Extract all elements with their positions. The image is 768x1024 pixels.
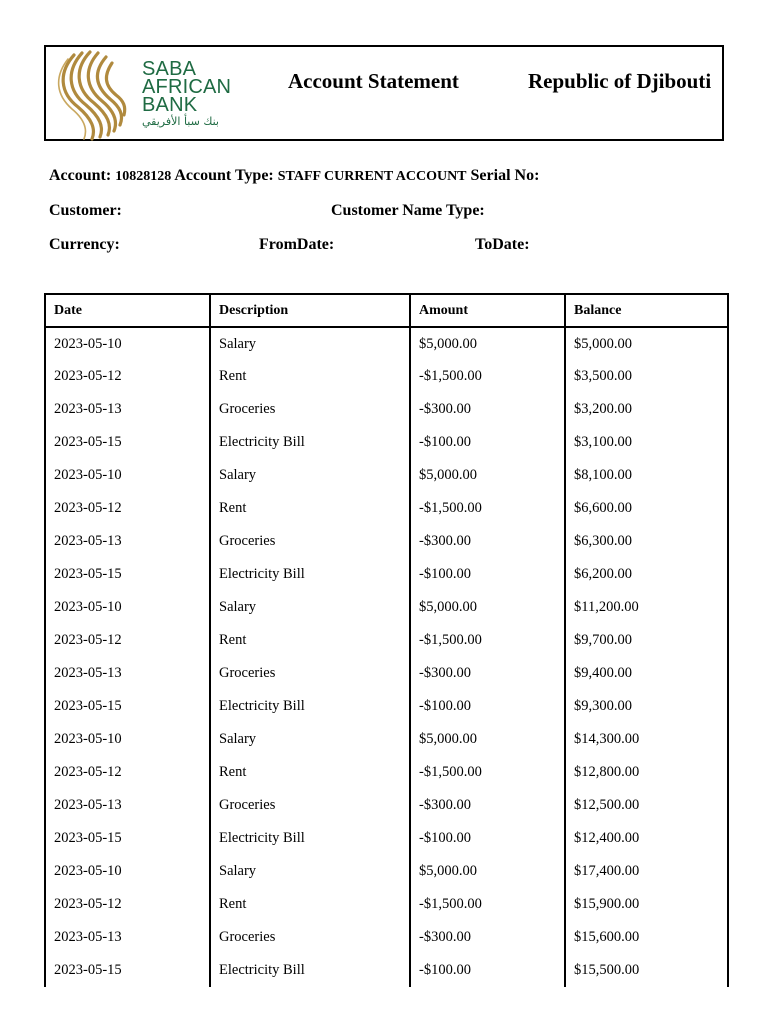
amount-cell: -$300.00 [410, 525, 565, 558]
date-cell: 2023-05-13 [45, 789, 210, 822]
balance-cell: $3,500.00 [565, 360, 728, 393]
customer-label: Customer: [49, 202, 122, 219]
balance-cell: $3,200.00 [565, 393, 728, 426]
account-label: Account: [49, 167, 112, 184]
balance-cell: $6,200.00 [565, 558, 728, 591]
date-cell: 2023-05-12 [45, 888, 210, 921]
amount-cell: -$100.00 [410, 426, 565, 459]
bank-logo [52, 49, 232, 139]
to-date-label: ToDate: [475, 236, 530, 253]
statement-header [44, 45, 724, 141]
table-header-row [45, 294, 728, 327]
balance-cell: $9,400.00 [565, 657, 728, 690]
date-cell: 2023-05-12 [45, 624, 210, 657]
amount-cell: -$100.00 [410, 822, 565, 855]
table-row [45, 855, 728, 888]
table-row [45, 822, 728, 855]
column-header-amount: Amount [410, 294, 565, 327]
amount-cell: -$300.00 [410, 393, 565, 426]
amount-cell: -$100.00 [410, 954, 565, 987]
table-row [45, 525, 728, 558]
bank-name-arabic: بنك سبأ الأفريقي [142, 115, 219, 128]
amount-cell: -$1,500.00 [410, 360, 565, 393]
description-cell: Salary [210, 723, 410, 756]
balance-cell: $3,100.00 [565, 426, 728, 459]
description-cell: Groceries [210, 393, 410, 426]
balance-cell: $9,700.00 [565, 624, 728, 657]
currency-label: Currency: [49, 236, 120, 253]
balance-cell: $8,100.00 [565, 459, 728, 492]
table-row [45, 393, 728, 426]
date-cell: 2023-05-10 [45, 327, 210, 360]
description-cell: Rent [210, 888, 410, 921]
amount-cell: -$300.00 [410, 657, 565, 690]
table-row [45, 888, 728, 921]
table-row [45, 591, 728, 624]
description-cell: Rent [210, 624, 410, 657]
balance-cell: $6,300.00 [565, 525, 728, 558]
description-cell: Salary [210, 591, 410, 624]
from-date-label: FromDate: [259, 236, 335, 253]
bank-swirl-icon [52, 49, 134, 141]
table-row [45, 921, 728, 954]
column-header-date: Date [45, 294, 210, 327]
bank-name [142, 60, 231, 114]
description-cell: Electricity Bill [210, 426, 410, 459]
table-row [45, 954, 728, 987]
table-row [45, 690, 728, 723]
table-row [45, 657, 728, 690]
amount-cell: -$100.00 [410, 690, 565, 723]
amount-cell: -$1,500.00 [410, 756, 565, 789]
balance-cell: $12,400.00 [565, 822, 728, 855]
country-label: Republic of Djibouti [528, 69, 712, 93]
date-cell: 2023-05-15 [45, 426, 210, 459]
description-cell: Salary [210, 459, 410, 492]
amount-cell: -$1,500.00 [410, 888, 565, 921]
date-cell: 2023-05-15 [45, 822, 210, 855]
bank-name-line-2: AFRICAN [142, 76, 232, 98]
table-row [45, 723, 728, 756]
date-cell: 2023-05-10 [45, 459, 210, 492]
date-cell: 2023-05-13 [45, 921, 210, 954]
description-cell: Rent [210, 492, 410, 525]
document-title: Account Statement [288, 69, 459, 93]
description-cell: Electricity Bill [210, 822, 410, 855]
balance-cell: $14,300.00 [565, 723, 728, 756]
date-cell: 2023-05-13 [45, 393, 210, 426]
balance-cell: $15,900.00 [565, 888, 728, 921]
balance-cell: $9,300.00 [565, 690, 728, 723]
customer-name-type-label: Customer Name Type: [331, 202, 485, 219]
amount-cell: $5,000.00 [410, 459, 565, 492]
date-cell: 2023-05-13 [45, 657, 210, 690]
description-cell: Groceries [210, 789, 410, 822]
date-cell: 2023-05-15 [45, 690, 210, 723]
amount-cell: $5,000.00 [410, 855, 565, 888]
bank-name-line-1: SABA [142, 58, 197, 80]
amount-cell: -$1,500.00 [410, 492, 565, 525]
description-cell: Groceries [210, 525, 410, 558]
description-cell: Rent [210, 360, 410, 393]
balance-cell: $15,500.00 [565, 954, 728, 987]
account-type-label: Account Type: [174, 167, 274, 184]
description-cell: Electricity Bill [210, 690, 410, 723]
account-value: 10828128 [115, 169, 172, 184]
description-cell: Groceries [210, 921, 410, 954]
amount-cell: -$300.00 [410, 789, 565, 822]
account-info-row [49, 167, 539, 185]
bank-name-line-3: BANK [142, 94, 198, 116]
description-cell: Rent [210, 756, 410, 789]
serial-label: Serial No: [470, 167, 540, 184]
date-cell: 2023-05-12 [45, 756, 210, 789]
date-cell: 2023-05-13 [45, 525, 210, 558]
table-row [45, 789, 728, 822]
date-cell: 2023-05-10 [45, 855, 210, 888]
balance-cell: $5,000.00 [565, 327, 728, 360]
table-row [45, 492, 728, 525]
table-row [45, 360, 728, 393]
date-cell: 2023-05-12 [45, 360, 210, 393]
table-row [45, 558, 728, 591]
date-cell: 2023-05-15 [45, 954, 210, 987]
amount-cell: $5,000.00 [410, 723, 565, 756]
account-type-value: STAFF CURRENT ACCOUNT [277, 169, 467, 184]
description-cell: Groceries [210, 657, 410, 690]
amount-cell: -$100.00 [410, 558, 565, 591]
table-row [45, 426, 728, 459]
column-header-balance: Balance [565, 294, 728, 327]
description-cell: Salary [210, 327, 410, 360]
balance-cell: $12,500.00 [565, 789, 728, 822]
balance-cell: $6,600.00 [565, 492, 728, 525]
table-row [45, 756, 728, 789]
date-cell: 2023-05-12 [45, 492, 210, 525]
transactions-table [44, 293, 729, 987]
amount-cell: -$1,500.00 [410, 624, 565, 657]
table-row [45, 327, 728, 360]
table-row [45, 459, 728, 492]
balance-cell: $15,600.00 [565, 921, 728, 954]
amount-cell: -$300.00 [410, 921, 565, 954]
description-cell: Electricity Bill [210, 558, 410, 591]
balance-cell: $12,800.00 [565, 756, 728, 789]
table-row [45, 624, 728, 657]
date-cell: 2023-05-15 [45, 558, 210, 591]
balance-cell: $17,400.00 [565, 855, 728, 888]
balance-cell: $11,200.00 [565, 591, 728, 624]
amount-cell: $5,000.00 [410, 327, 565, 360]
transactions-body [45, 327, 728, 987]
amount-cell: $5,000.00 [410, 591, 565, 624]
column-header-description: Description [210, 294, 410, 327]
date-cell: 2023-05-10 [45, 591, 210, 624]
description-cell: Electricity Bill [210, 954, 410, 987]
date-cell: 2023-05-10 [45, 723, 210, 756]
description-cell: Salary [210, 855, 410, 888]
